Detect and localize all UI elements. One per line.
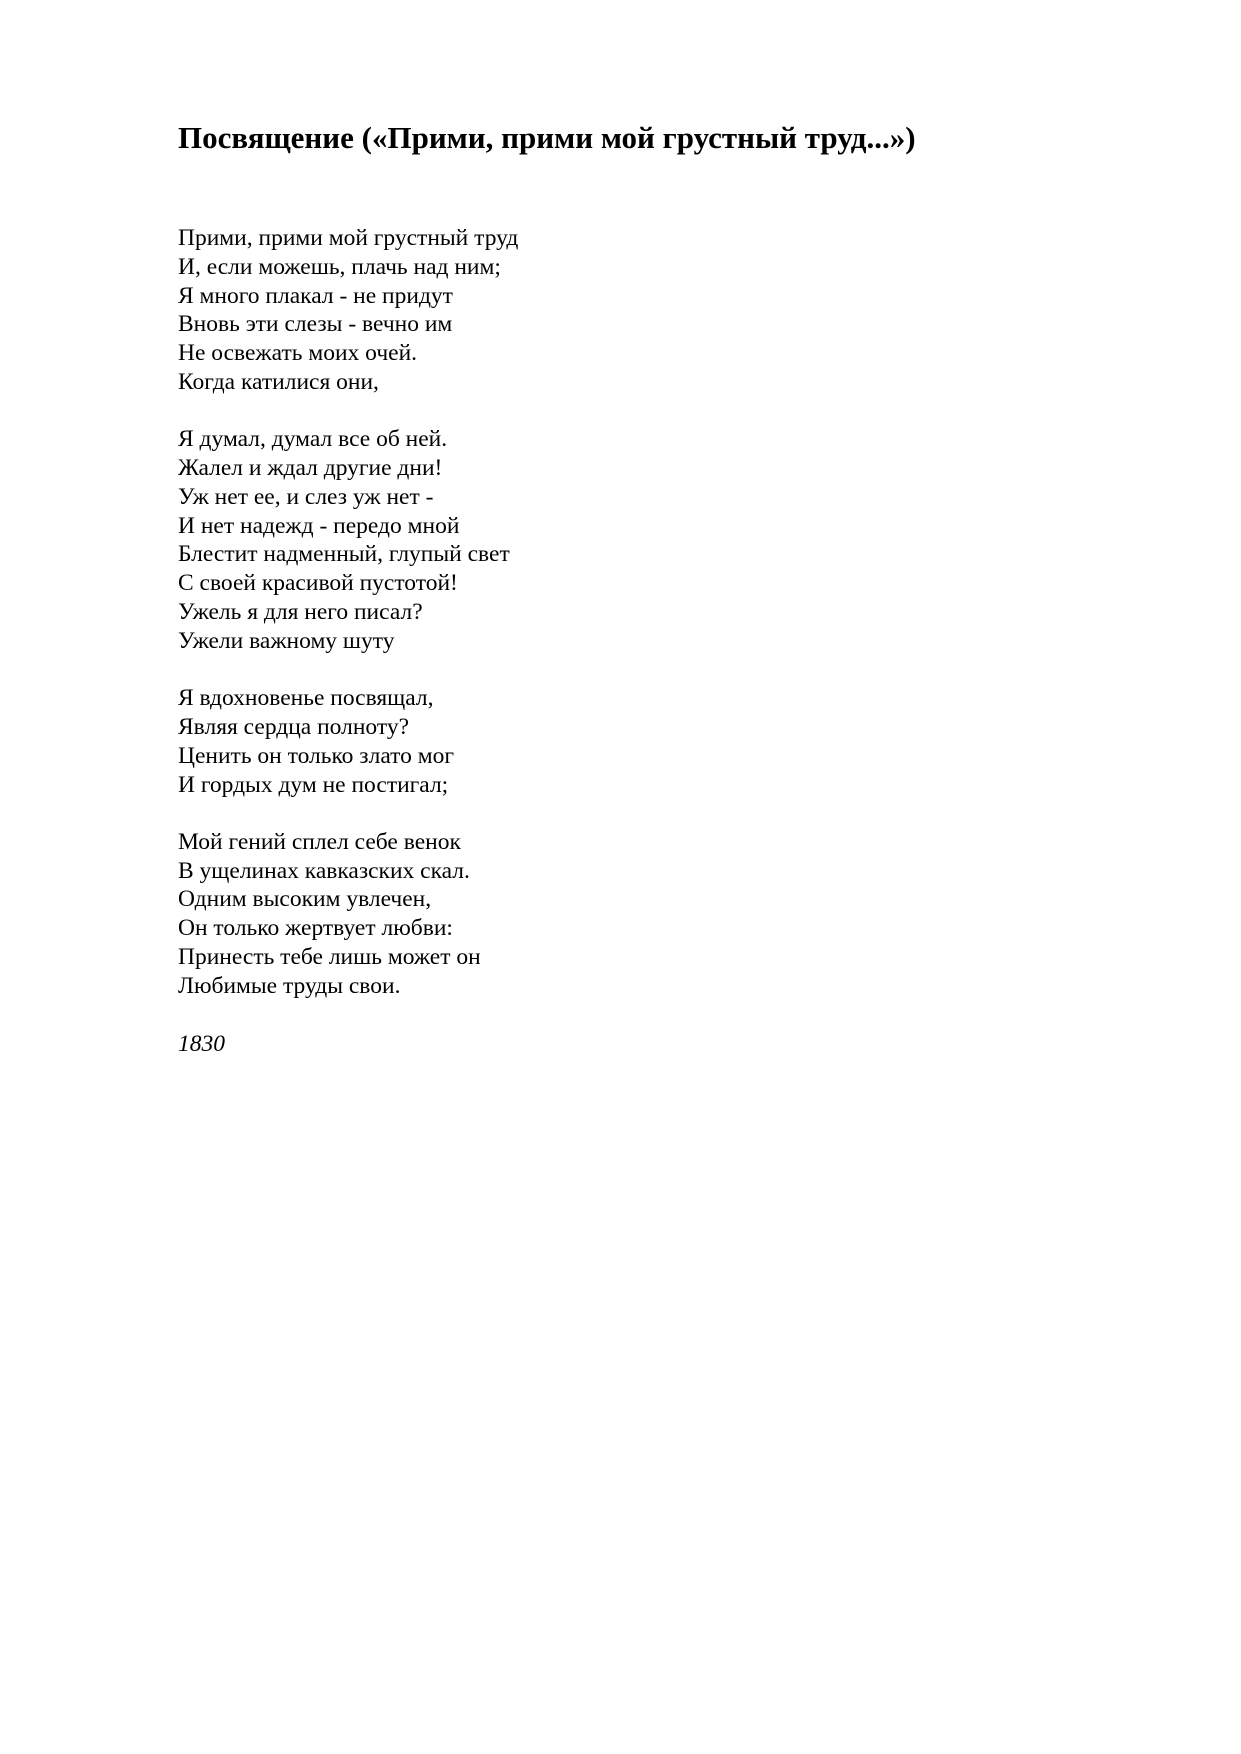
poem-line: Любимые труды свои. [178,972,401,999]
poem-line: Уж нет ее, и слез уж нет - [178,483,434,510]
stanza-3 [178,684,518,799]
poem-body [178,224,518,1029]
stanza-2 [178,425,518,655]
poem-line: Когда катилися они, [178,368,379,395]
stanza-4 [178,828,518,1001]
poem-line: Я вдохновенье посвящал, [178,685,434,712]
poem-line: Принесть тебе лишь может он [178,944,481,971]
poem-line: И гордых дум не постигал; [178,771,449,798]
poem-line: Одним высоким увлечен, [178,886,432,913]
poem-line: Ужель я для него писал? [178,599,423,626]
poem-line: Жалел и ждал другие дни! [178,455,443,482]
poem-line: Он только жертвует любви: [178,915,453,942]
poem-line: Ценить он только злато мог [178,742,454,769]
poem-line: С своей красивой пустотой! [178,570,458,597]
poem-line: В ущелинах кавказских скал. [178,857,470,884]
poem-line: И нет надежд - передо мной [178,512,460,539]
poem-line: Являя сердца полноту? [178,713,410,740]
poem-line: Блестит надменный, глупый свет [178,541,510,568]
poem-line: Не освежать моих очей. [178,340,418,367]
poem-title: Посвящение («Прими, прими мой грустный труд...») [178,120,916,155]
stanza-1 [178,224,518,397]
poem-line: Мой гений сплел себе венок [178,828,461,855]
poem-line: Вновь эти слезы - вечно им [178,311,453,338]
poem-line: Я думал, думал все об ней. [178,426,448,453]
poem-date: 1830 [178,1031,225,1057]
poem-line: Прими, прими мой грустный труд [178,225,519,251]
poem-line: Я много плакал - не придут [178,282,453,309]
poem-line: Ужели важному шуту [178,627,395,654]
poem-line: И, если можешь, плачь над ним; [178,253,501,280]
